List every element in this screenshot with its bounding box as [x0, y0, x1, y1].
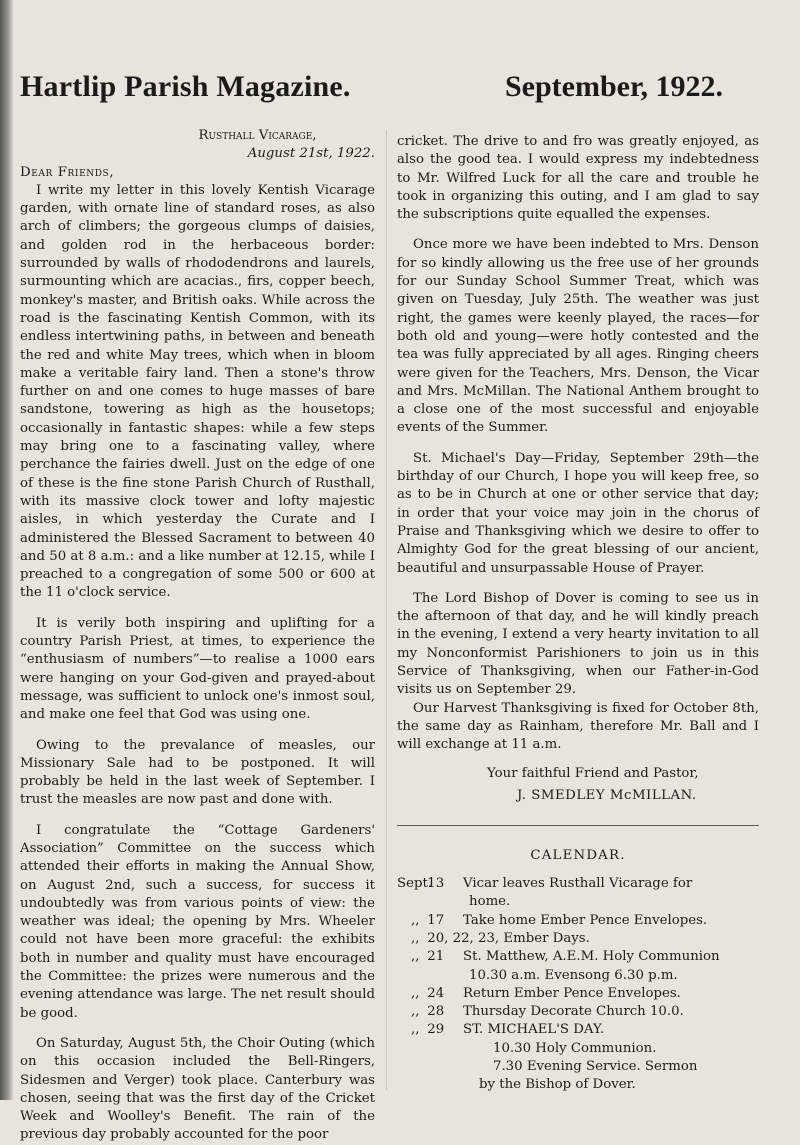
calendar-text: Take home Ember Pence Envelopes.	[463, 912, 708, 928]
calendar-date: Sept. 13	[397, 876, 445, 892]
letter-paragraph: I write my letter in this lovely Kentish Vicarage garden, with ornate line of standard roses, as also arch of climbers; the gorgeous clumps of daisies, and golden rod in the herbaceous border: surrounded by walls of rhododendrons and laurels, surmounting which are acacias., firs, copper beech, monkey's master, and British oaks. While across the road is the fascinating Kentish Common, with its endless intertwining paths, in between and beneath the red and white May trees, which when in bloom make a veritable fairy land. Then a stone's throw further on and one comes to huge masses of bare sandstone, towering as high as the housetops; occasionally in fantastic shapes: while a few steps may bring one to a fascinating valley, where perchance the fairies dwell. Just on the edge of one of these is the fine stone Parish Church of Rusthall, with its massive clock tower and lofty majestic aisles, in which yesterday the Curate and I administered the Blessed Sacrament to between 40 and 50 at 8 a.m.: and a like number at 12.15, while I preached to a congregation of some 500 or 600 at the 11 o'clock service.	[20, 182, 375, 601]
letter-paragraph: St. Michael's Day—Friday, September 29th—the birthday of our Church, I hope you will keep free, so as to be in Church at one or other service that day; in order that your voice may join in the chorus of Praise and Thanksgiving which we desire to offer to Almighty God for the great blessing of our ancient, beautiful and unsurpassable House of Prayer.	[397, 450, 759, 576]
calendar-date: ,, 28	[411, 1004, 445, 1020]
letter-paragraph: Once more we have been indebted to Mrs. Denson for so kindly allowing us the free use of her grounds for our Sunday School Summer Treat, which was given on Tuesday, July 25th. The weather was just right, the games were keenly played, the races—for both old and young—were hotly contested and the tea was fully appreciated by all ages. Ringing cheers were given for the Teachers, Mrs. Denson, the Vicar and Mrs. McMillan. The National Anthem brought to a close one of the most successful and enjoyable events of the Summer.	[397, 237, 759, 436]
calendar-list	[397, 875, 759, 1095]
calendar-text: Return Ember Pence Envelopes.	[463, 985, 681, 1001]
letter-date: August 21st, 1922.	[247, 146, 375, 162]
letter-paragraph: cricket. The drive to and fro was greatly enjoyed, as also the good tea. I would express my indebtedness to Mr. Wilfred Luck for all the care and trouble he took in organizing this outing, and I am glad to say the subscriptions quite equalled the expenses.	[397, 134, 759, 223]
calendar-text: Ember Days.	[503, 930, 590, 946]
magazine-title: Hartlip Parish Magazine.	[20, 70, 351, 103]
calendar-entry	[397, 1021, 759, 1039]
column-divider	[386, 130, 387, 1090]
letter-paragraph: Our Harvest Thanksgiving is fixed for October 8th, the same day as Rainham, therefore Mr. Ball and I will exchange at 11 a.m.	[397, 700, 759, 753]
calendar-date: ,, 21	[411, 949, 445, 965]
calendar-entry	[397, 1003, 759, 1021]
calendar-text-cont: 10.30 a.m. Evensong 6.30 p.m.	[469, 967, 678, 983]
letter-paragraph: The Lord Bishop of Dover is coming to see us in the afternoon of that day, and he will kindly preach in the evening, I extend a very hearty invitation to all my Nonconformist Parishioners to join us in this Service of Thanksgiving, when our Father-in-God visits us on September 29.	[397, 590, 759, 698]
calendar-title: CALENDAR.	[530, 848, 626, 864]
page-binding-shadow	[0, 0, 14, 1100]
calendar-entry	[397, 948, 759, 966]
calendar-date: ,, 29	[411, 1022, 445, 1038]
letter-paragraph: I congratulate the “Cottage Gardeners' Association” Committee on the success which attended their efforts in making the Annual Show, on August 2nd, such a success, for success it undoubtedly was from various points of view: the weather was ideal; the opening by Mrs. Wheeler could not have been more graceful: the exhibits both in number and quality must have encouraged the Committee: the prizes were numerous and the evening attendance was large. The net result should be good.	[20, 822, 375, 1021]
letter-salutation: Dear Friends,	[20, 164, 115, 180]
calendar-text: Thursday Decorate Church 10.0.	[463, 1004, 684, 1020]
calendar-text: St. Matthew, A.E.M. Holy Communion	[463, 949, 720, 965]
section-rule	[397, 825, 759, 826]
letter-address: Rusthall Vicarage,	[198, 128, 317, 143]
calendar-date: ,, 24	[411, 985, 445, 1001]
letter-paragraph: Owing to the prevalance of measles, our Missionary Sale had to be postponed. It will probably be held in the last week of September. I trust the measles are now past and done with.	[20, 737, 375, 808]
letter-paragraph: On Saturday, August 5th, the Choir Outing (which on this occasion included the Bell-Ringers, Sidesmen and Verger) took place. Canterbury was chosen, seeing that was the first day of the Cricket Week and Woolley's Benefit. The rain of the previous day probably accounted for the poor	[20, 1035, 375, 1143]
letter-closing: Your faithful Friend and Pastor,	[487, 765, 699, 781]
calendar-text: Vicar leaves Rusthall Vicarage for	[463, 876, 693, 892]
letter-signature: J. SMEDLEY McMILLAN.	[517, 787, 697, 803]
calendar-entry	[397, 930, 759, 948]
calendar-date: ,, 17	[411, 912, 445, 928]
calendar-entry	[397, 985, 759, 1003]
left-column	[20, 127, 375, 1145]
calendar-text: ST. MICHAEL'S DAY.	[463, 1022, 605, 1038]
calendar-sub-item: 7.30 Evening Service. Sermon	[493, 1059, 698, 1075]
issue-date: September, 1922.	[505, 70, 724, 103]
right-column	[397, 133, 759, 1095]
calendar-sub-item: 10.30 Holy Communion.	[493, 1040, 657, 1056]
letter-paragraph: It is verily both inspiring and uplifting for a country Parish Priest, at times, to experience the “enthusiasm of numbers”—to realise a 1000 ears were hanging on your God-given and prayed-about message, was sufficient to unlock one's inmost soul, and make one feel that God was using one.	[20, 615, 375, 723]
calendar-entry	[397, 912, 759, 930]
calendar-text-cont: home.	[469, 894, 511, 910]
calendar-entry	[397, 875, 759, 893]
calendar-sub-item: by the Bishop of Dover.	[479, 1077, 636, 1093]
calendar-date: ,, 20, 22, 23,	[411, 930, 500, 946]
